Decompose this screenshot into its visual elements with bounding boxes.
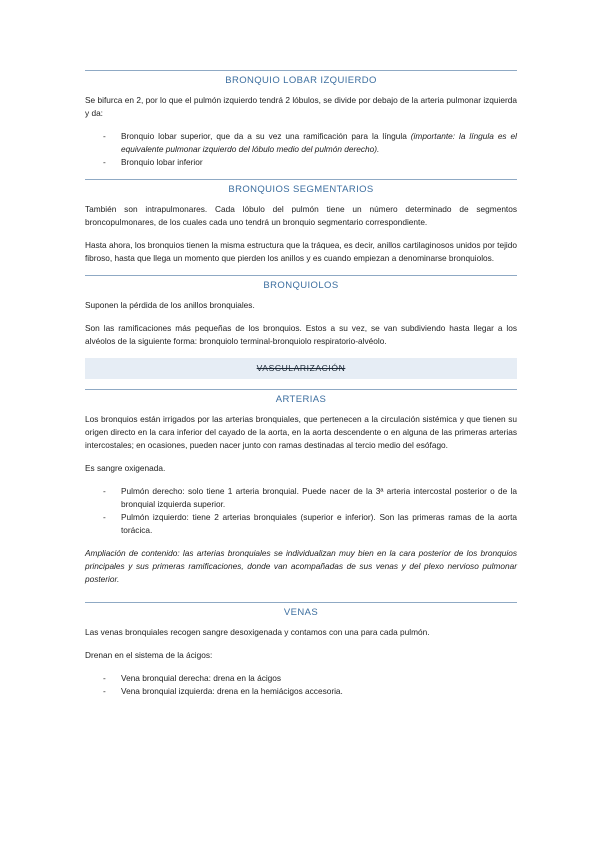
list-item: - Vena bronquial izquierda: drena en la hemiácigos accesoria. (85, 685, 517, 698)
list-item (85, 156, 517, 169)
document-page (85, 70, 517, 708)
bronquiolos-paragraph-2: Son las ramificaciones más pequeñas de los bronquios. Estos a su vez, se van subdiviendo hasta llegar a los alvéolos de la siguiente forma: bronquiolo terminal-bronquiolo respiratorio-alvéolo. (85, 323, 517, 346)
lobar-list (85, 130, 517, 169)
venas-list (85, 672, 517, 698)
arterias-paragraph-2: Es sangre oxigenada. (85, 463, 166, 473)
lobar-item-text: Bronquio lobar inferior (121, 157, 203, 167)
venas-paragraph-2: Drenan en el sistema de la ácigos: (85, 650, 213, 660)
segmentarios-paragraph-1: También son intrapulmonares. Cada lóbulo del pulmón tiene un número determinado de segmentos broncopulmonares, de los cuales cada uno tendrá un bronquio segmentario correspondiente. (85, 204, 517, 227)
list-item: - Pulmón izquierdo: tiene 2 arterias bronquiales (superior e inferior). Son las primeras ramas de la aorta torácica. (85, 511, 517, 537)
heading-bronquio-lobar-izquierdo: BRONQUIO LOBAR IZQUIERDO (85, 70, 517, 86)
arterias-paragraph-1: Los bronquios están irrigados por las arterias bronquiales, que pertenecen a la circulación sistémica y que tienen su origen directo en la cara inferior del cayado de la aorta, en la aorta descendente o en alguna de las primeras arterias intercostales; en ocasiones, pueden nacer junto con ramas destinadas al tercio medio del esófago. (85, 414, 517, 450)
lobar-item-note: (importante: la língula es el equivalente pulmonar izquierdo del lóbulo medio del pulmón derecho). (121, 131, 517, 154)
arterias-note: Ampliación de contenido: las arterias bronquiales se individualizan muy bien en la cara posterior de los bronquios principales y sus primeras ramificaciones, donde van acompañadas de sus venas y del plexo nervioso pulmonar posterior. (85, 548, 517, 584)
heading-arterias: ARTERIAS (85, 389, 517, 405)
lobar-intro: Se bifurca en 2, por lo que el pulmón izquierdo tendrá 2 lóbulos, se divide por debajo de la arteria pulmonar izquierda y da: (85, 95, 517, 118)
list-item (85, 130, 517, 156)
segmentarios-paragraph-2: Hasta ahora, los bronquios tienen la misma estructura que la tráquea, es decir, anillos cartilaginosos unidos por tejido fibroso, hasta que llega un momento que pierden los anillos y es cuando empiezan a denominarse bronquiolos. (85, 240, 517, 263)
heading-venas: VENAS (85, 602, 517, 618)
bronquiolos-paragraph-1: Suponen la pérdida de los anillos bronquiales. (85, 300, 255, 310)
arterias-list (85, 485, 517, 537)
heading-bronquios-segmentarios: BRONQUIOS SEGMENTARIOS (85, 179, 517, 195)
list-item: - Pulmón derecho: solo tiene 1 arteria bronquial. Puede nacer de la 3ª arteria intercostal posterior o de la bronquial izquierda superior. (85, 485, 517, 511)
lobar-item-text: Bronquio lobar superior, que da a su vez una ramificación para la língula (121, 131, 411, 141)
list-item: - Vena bronquial derecha: drena en la ácigos (85, 672, 517, 685)
heading-bronquiolos: BRONQUIOLOS (85, 275, 517, 291)
venas-paragraph-1: Las venas bronquiales recogen sangre desoxigenada y contamos con una para cada pulmón. (85, 627, 430, 637)
vascularizacion-band: VASCULARIZACIÓN (85, 358, 517, 379)
